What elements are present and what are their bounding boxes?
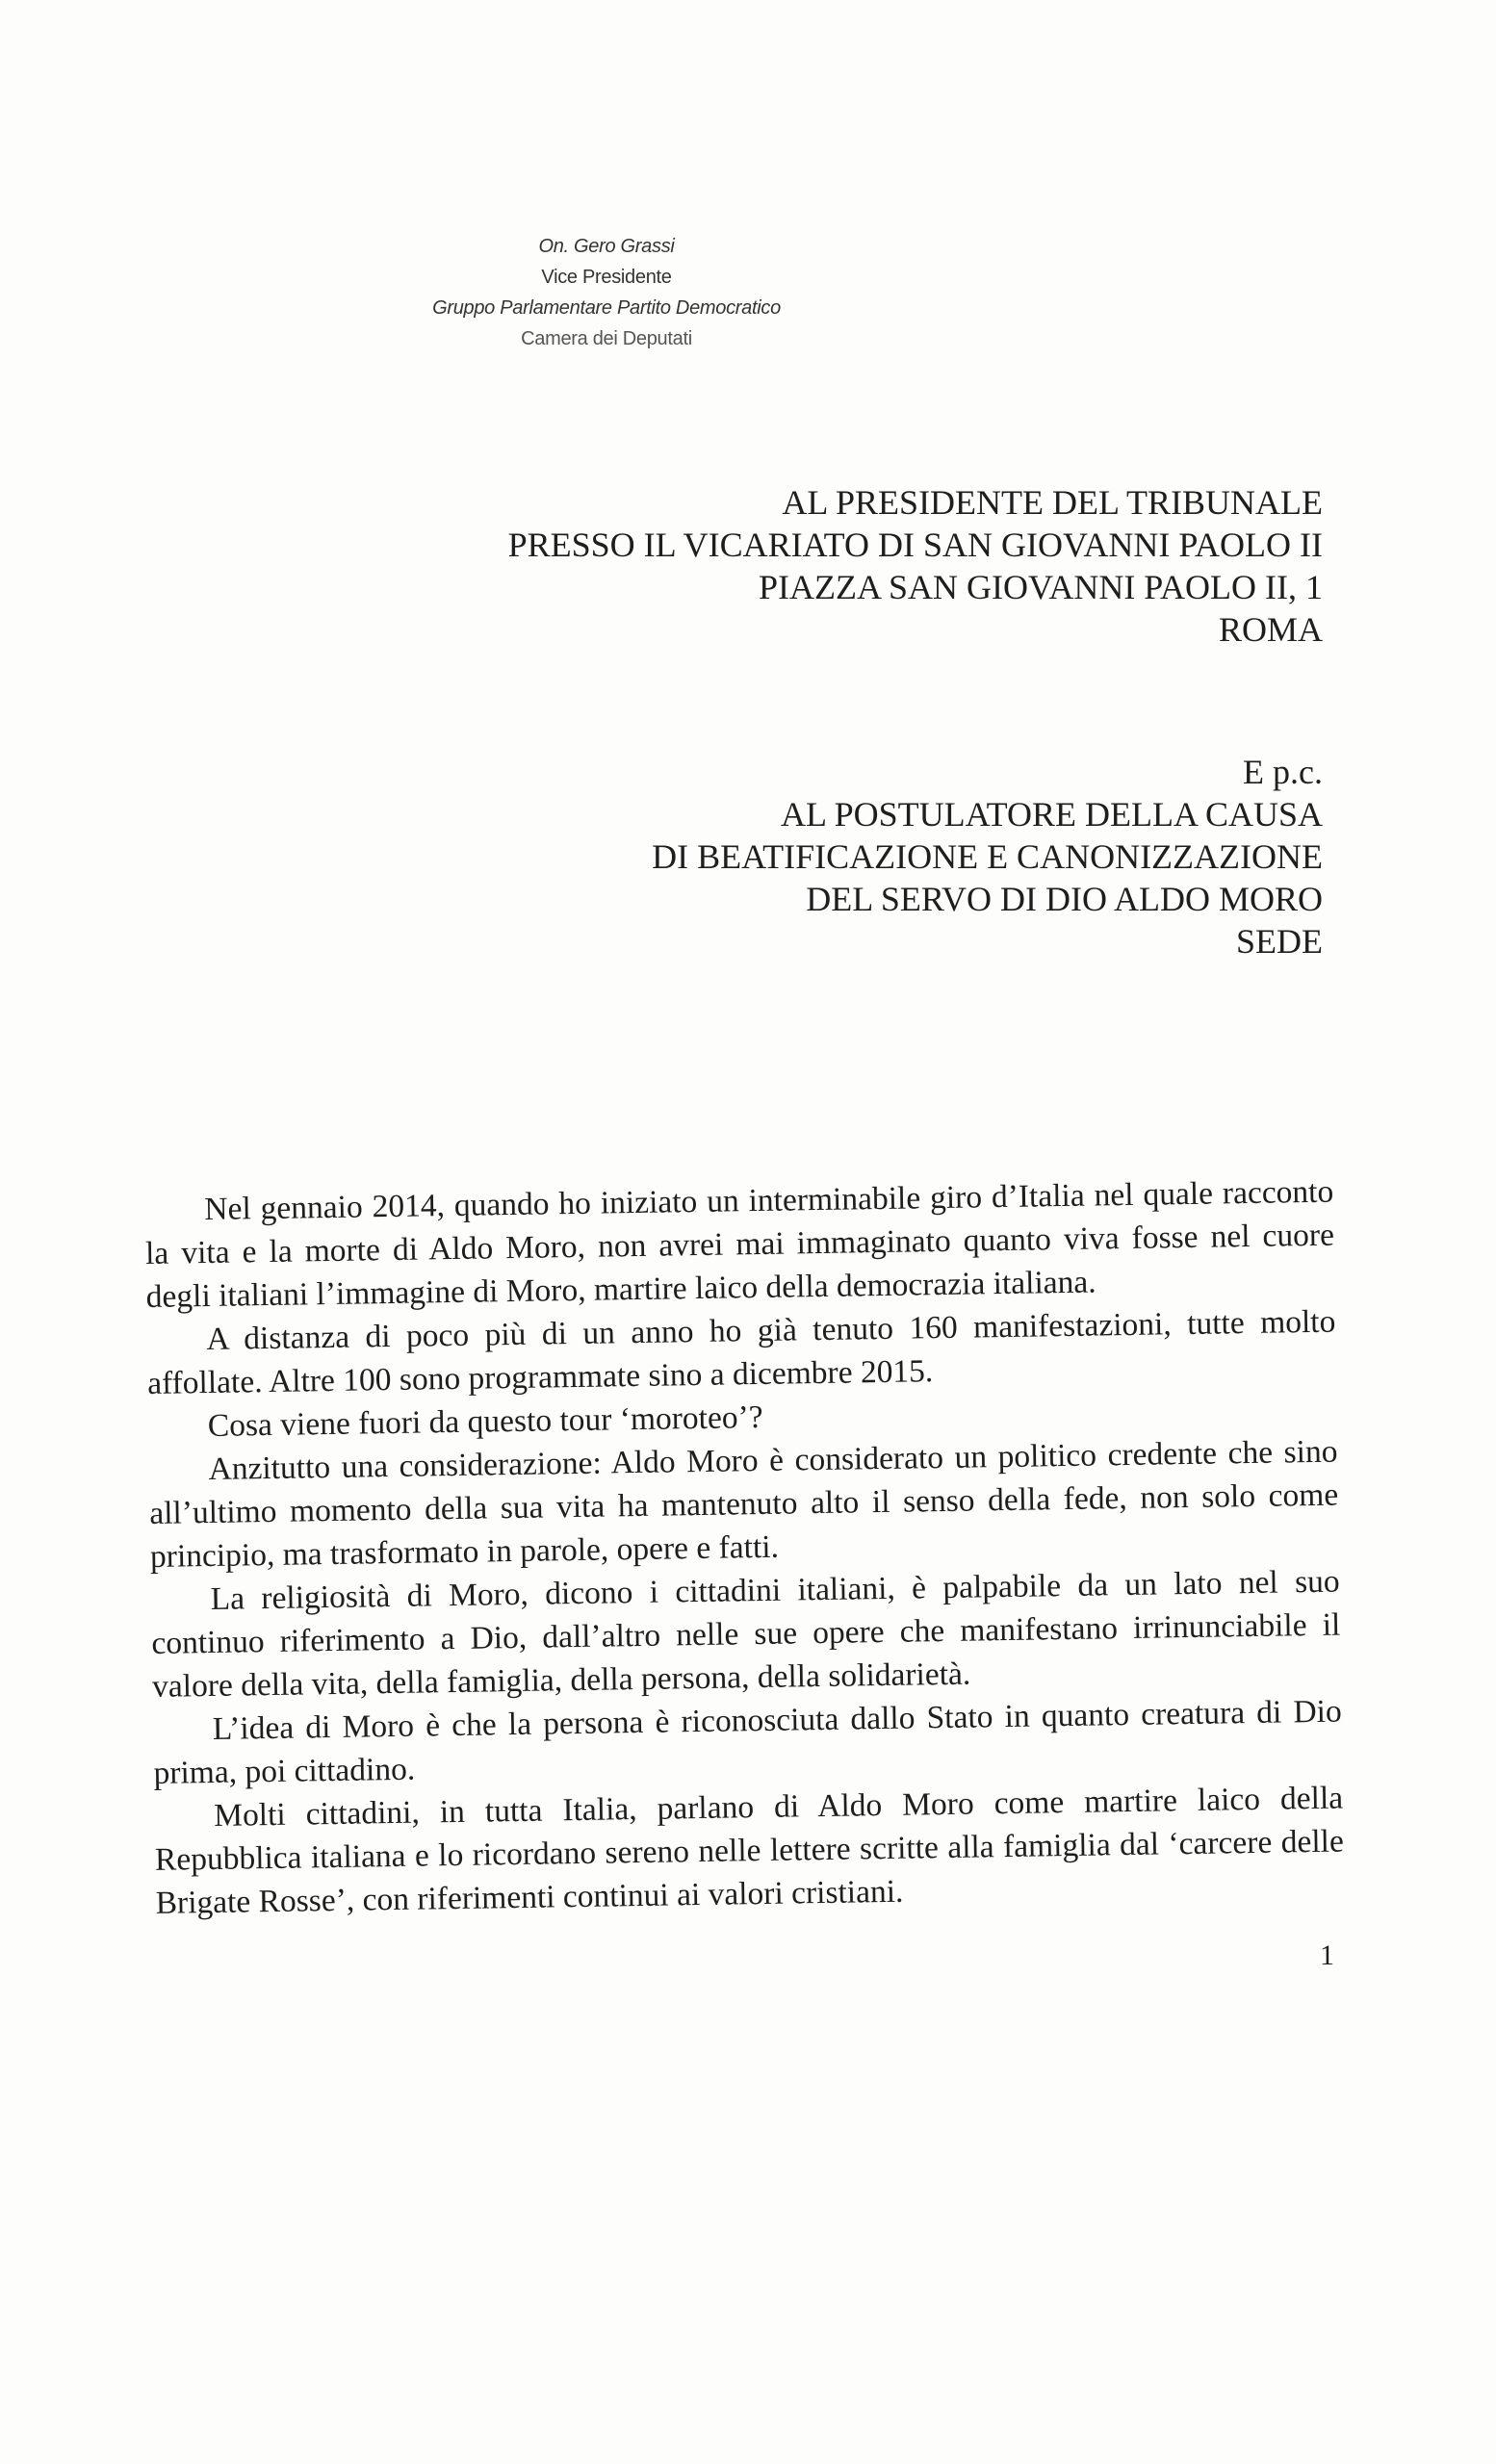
page-number: 1 [1320, 1939, 1334, 1971]
body-paragraph: A distanza di poco più di un anno ho già tenuto 160 manifestazioni, tutte molto affollate. Altre 100 sono programmate sino a dicembre 2015. [146, 1303, 1336, 1401]
body-paragraph: Nel gennaio 2014, quando ho iniziato un interminabile giro d’Italia nel quale racconto la vita e la morte di Aldo Moro, non avrei mai immaginato quanto viva fosse nel cuore degli italiani l’immagine di Moro, martire laico della democrazia italiana. [144, 1173, 1335, 1315]
cc-line: DI BEATIFICAZIONE E CANONIZZAZIONE [652, 837, 1323, 876]
cc-prefix: E p.c. [1243, 753, 1323, 791]
recipient-line: AL PRESIDENTE DEL TRIBUNALE [782, 483, 1323, 522]
body-paragraph: Molti cittadini, in tutta Italia, parlano di Aldo Moro come martire laico della Repubblica italiana e lo ricordano sereno nelle lettere scritte alla famiglia dal ‘carcere delle Brigate Rosse’, con riferimenti continui ai valori cristiani. [154, 1780, 1345, 1921]
cc-line: DEL SERVO DI DIO ALDO MORO [806, 880, 1323, 918]
recipient-line: PRESSO IL VICARIATO DI SAN GIOVANNI PAOLO II [507, 526, 1323, 564]
sender-name: On. Gero Grassi [538, 236, 675, 257]
sender-role: Vice Presidente [541, 267, 672, 288]
body-paragraph: La religiosità di Moro, dicono i cittadini italiani, è palpabile da un lato nel suo continuo riferimento a Dio, dall’altro nelle sue opere che manifestano irrinunciabile il valore della vita, della famiglia, della persona, della solidarietà. [151, 1563, 1341, 1705]
recipient-line: PIAZZA SAN GIOVANNI PAOLO II, 1 [758, 568, 1323, 606]
body-paragraph: L’idea di Moro è che la persona è riconosciuta dallo Stato in quanto creatura di Dio prima, poi cittadino. [153, 1693, 1342, 1791]
body-paragraph: Cosa viene fuori da questo tour ‘moroteo’? [207, 1399, 763, 1444]
recipient-line: ROMA [1218, 610, 1323, 649]
cc-line: SEDE [1236, 922, 1323, 961]
letter-body [144, 1170, 1345, 1925]
sender-house: Camera dei Deputati [521, 328, 692, 349]
sender-group: Gruppo Parlamentare Partito Democratico [432, 297, 781, 319]
cc-address [652, 751, 1323, 962]
letterhead [0, 231, 1213, 354]
recipient-address [508, 481, 1323, 651]
body-paragraph: Anzitutto una considerazione: Aldo Moro è considerato un politico credente che sino all’ultimo momento della sua vita ha mantenuto alto il senso della fede, non solo come principio, ma trasformato in parole, opere e fatti. [149, 1433, 1339, 1575]
cc-line: AL POSTULATORE DELLA CAUSA [780, 795, 1323, 834]
